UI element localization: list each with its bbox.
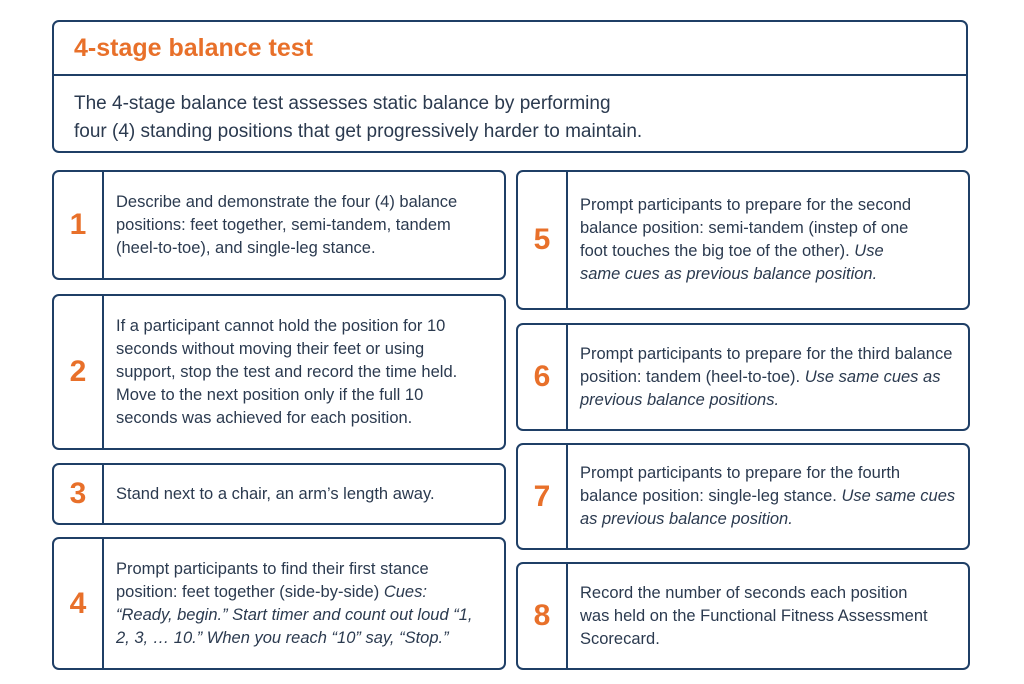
step-body: Prompt participants to prepare for the fourth balance position: single-leg stance. — [580, 464, 901, 505]
step-cues: Use same cues as previous balance positions. — [580, 367, 941, 409]
step-paragraph — [116, 558, 480, 650]
step-cues: Cues: “Ready, begin.” Start timer and count out loud “1, 2, 3, … 10.” When you reach “10” say, “Stop.” — [116, 582, 473, 647]
step-text — [568, 564, 968, 668]
step-body: Prompt participants to prepare for the second balance position: semi-tandem (instep of one foot touches the big toe of the other). — [580, 196, 912, 260]
step-number: 4 — [54, 539, 104, 668]
step-number: 2 — [54, 296, 104, 448]
step-3 — [52, 463, 506, 525]
step-body: Stand next to a chair, an arm’s length away. — [116, 484, 435, 503]
step-text — [568, 325, 968, 429]
step-number: 8 — [518, 564, 568, 668]
intro-text — [54, 76, 966, 146]
intro-line-1: The 4-stage balance test assesses static balance by performing — [74, 93, 611, 114]
step-text — [104, 172, 504, 278]
step-number: 7 — [518, 445, 568, 548]
step-text — [104, 539, 504, 668]
step-paragraph — [580, 462, 956, 531]
step-body: Record the number of seconds each position was held on the Functional Fitness Assessment Scorecard. — [580, 583, 928, 648]
step-2 — [52, 294, 506, 450]
step-cues: Use same cues as previous balance position. — [580, 487, 956, 528]
header-box — [52, 20, 968, 153]
step-5 — [516, 170, 970, 310]
step-text — [104, 465, 504, 523]
step-number: 3 — [54, 465, 104, 523]
step-body: Prompt participants to prepare for the third balance position: tandem (heel-to-toe). — [580, 344, 953, 386]
step-number: 5 — [518, 172, 568, 308]
step-text — [568, 445, 968, 548]
step-6 — [516, 323, 970, 431]
page-title: 4-stage balance test — [74, 33, 313, 62]
step-body: Prompt participants to find their first stance position: feet together (side-by-side) — [116, 559, 429, 601]
step-number: 6 — [518, 325, 568, 429]
step-4 — [52, 537, 506, 670]
title-row — [54, 22, 966, 76]
step-number: 1 — [54, 172, 104, 278]
step-cues: Use same cues as previous balance position. — [580, 242, 884, 283]
step-paragraph — [580, 343, 956, 412]
step-body: Describe and demonstrate the four (4) balance positions: feet together, semi-tandem, tandem (heel-to-toe), and single-leg stance. — [116, 192, 458, 257]
step-text — [568, 172, 968, 308]
step-text — [104, 296, 504, 448]
step-7 — [516, 443, 970, 550]
step-1 — [52, 170, 506, 280]
intro-line-2: four (4) standing positions that get progressively harder to maintain. — [74, 121, 643, 142]
step-8 — [516, 562, 970, 670]
step-body: If a participant cannot hold the position for 10 seconds without moving their feet or using support, stop the test and record the time held. Move to the next position only if the full 10 seconds was achieved for each position. — [116, 316, 458, 427]
step-paragraph — [580, 194, 928, 286]
